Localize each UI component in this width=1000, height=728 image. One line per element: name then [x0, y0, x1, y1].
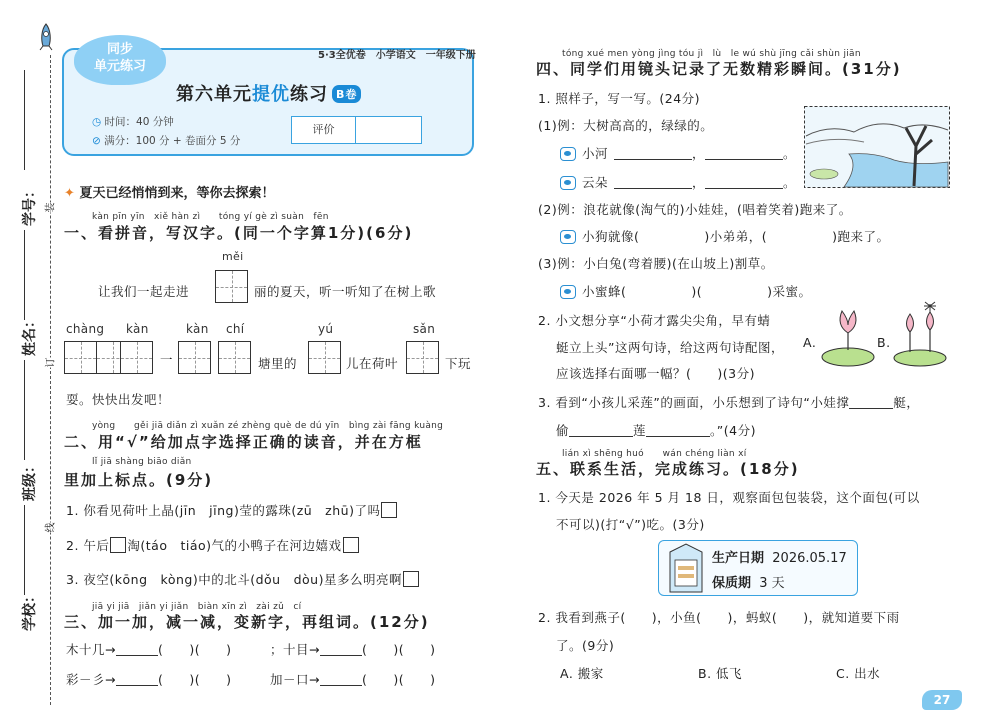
s2-q3	[66, 570, 420, 588]
answer-blank[interactable]	[849, 408, 893, 409]
field-line	[24, 230, 25, 320]
student-id-label: 学号：	[22, 184, 38, 226]
answer-blank[interactable]	[116, 685, 158, 686]
py-mei: měi	[222, 250, 244, 263]
series-label: 5·3全优卷 小学语文 一年级下册	[318, 50, 476, 61]
s2-heading1: 二、用“√”给加点字选择正确的读音，并在方框	[64, 433, 423, 451]
py-kan-1: kàn	[126, 322, 149, 336]
s4-ex3a-text: 小蜜蜂( )( )采蜜。	[582, 284, 812, 299]
s2-heading2: 里加上标点。(9分)	[64, 471, 214, 489]
s4-ex1b: 云朵 ， 。	[560, 173, 796, 191]
shelf-life-value: 3 天	[759, 576, 785, 591]
star-icon: ✦	[64, 186, 75, 201]
s4-q2-l3: 应该选择右面哪一幅？( )(3分)	[556, 366, 755, 381]
answer-blank[interactable]	[705, 188, 783, 189]
py-chang: chàng	[66, 322, 105, 336]
s4-q3-text-e: 。”(4分)	[710, 423, 756, 438]
s2-q3-text: 3. 夜空(kōng kòng)中的北斗(dǒu dòu)星多么明亮啊	[66, 572, 402, 587]
s4-ex1a: 小河 ， 。	[560, 144, 796, 162]
clock-icon: ◷	[92, 116, 102, 128]
s3-paren: ( )( )	[157, 642, 232, 657]
write-box-yu[interactable]	[308, 341, 341, 374]
s3-r2b-text: 加－口→	[270, 672, 320, 687]
punct-box-3[interactable]	[343, 537, 359, 553]
page-number: 27	[922, 690, 962, 710]
s3-r1a-text: 木十几→	[66, 642, 116, 657]
check-icon: ⊘	[92, 135, 101, 147]
s3-r1b-text: ；十目→	[270, 642, 320, 657]
answer-blank[interactable]	[705, 159, 783, 160]
cut-mark: 订	[42, 358, 57, 368]
lotus-picture-b[interactable]	[890, 300, 952, 370]
s4-ex3: (3)例：小白兔(弯着腰)(在山坡上)割草。	[538, 256, 774, 271]
s4-q3-line2	[556, 421, 756, 439]
s5-q1-l1: 1. 今天是 2026 年 5 月 18 日，观察面包包装袋，这个面包(可以	[538, 490, 920, 505]
title-prefix: 第六单元	[176, 84, 252, 105]
punct-box-1[interactable]	[381, 502, 397, 518]
s3-r2a-text: 彩－彡→	[66, 672, 116, 687]
write-box-chi[interactable]	[218, 341, 251, 374]
option-a[interactable]: A. 搬家	[560, 666, 604, 681]
s5-q1-l2: 不可以)(打“√”)吃。(3分)	[556, 517, 705, 532]
s1-line1b: 丽的夏天，听一听知了在树上歌	[254, 284, 437, 299]
s2-q1-text: 1. 你看见荷叶上晶(jīn jīng)莹的露珠(zū zhū)了吗	[66, 503, 381, 518]
answer-blank[interactable]	[614, 159, 692, 160]
s2-q2-text-a: 2. 午后	[66, 538, 110, 553]
time-text: 时间：40 分钟	[104, 116, 174, 128]
s4-pinyin: tóng xué men yòng jìng tóu jì lù le wú shù jīng cǎi shùn jiān	[562, 49, 861, 59]
option-a-label: A.	[803, 335, 817, 350]
s3-pinyin: jiā yi jiā jiǎn yi jiǎn biàn xīn zì zài zǔ cí	[92, 602, 302, 612]
s4-q3-text-b: 艇，	[893, 395, 920, 410]
time-info	[92, 114, 174, 129]
answer-blank[interactable]	[320, 655, 362, 656]
s4-ex2: (2)例：浪花就像(淘气的)小娃娃，(唱着笑着)跑来了。	[538, 202, 852, 217]
write-box-mei[interactable]	[215, 270, 248, 303]
title-tag: B卷	[332, 85, 361, 103]
unit-badge	[74, 35, 166, 85]
s4-q2-l2: 蜓立上头”这两句诗，给这两句诗配图，	[556, 340, 784, 355]
answer-blank[interactable]	[614, 188, 692, 189]
s4-ex2a	[560, 227, 890, 245]
answer-blank[interactable]	[569, 436, 633, 437]
evaluation-box	[291, 116, 422, 144]
s3-row1b	[270, 640, 436, 658]
s1-line2a: 塘里的	[258, 356, 298, 371]
s2-q1	[66, 501, 398, 519]
s4-ex2a-text: 小狗就像( )小弟弟，( )跑来了。	[582, 229, 890, 244]
lotus-picture-a[interactable]	[818, 305, 878, 370]
s4-ex1a-text: 小河	[582, 146, 609, 161]
s4-ex3a	[560, 282, 812, 300]
s3-row2b	[270, 670, 436, 688]
s1-line1a: 让我们一起走进	[98, 284, 190, 299]
s1-line2b: 儿在荷叶	[346, 356, 399, 371]
answer-blank[interactable]	[320, 685, 362, 686]
pencil-icon	[560, 147, 576, 161]
option-b[interactable]: B. 低飞	[698, 666, 743, 681]
s2-pinyin2: lǐ jiā shàng biāo diǎn	[92, 457, 192, 467]
s4-q3-text-a: 3. 看到“小孩儿采莲”的画面，小乐想到了诗句“小娃撑	[538, 395, 850, 410]
answer-blank[interactable]	[116, 655, 158, 656]
evaluation-field[interactable]	[356, 117, 421, 143]
py-yu: yú	[318, 322, 334, 336]
write-box-san[interactable]	[406, 341, 439, 374]
s5-heading: 五、联系生活，完成练习。(18分)	[536, 460, 800, 478]
s3-paren: ( )( )	[361, 642, 436, 657]
intro-line	[64, 182, 274, 201]
production-date-label: 生产日期	[712, 551, 765, 566]
s4-q3-text-d: 莲	[633, 423, 647, 438]
pencil-icon	[560, 230, 576, 244]
s1-pinyin: kàn pīn yīn xiě hàn zì tóng yí gè zì suàn fēn	[92, 212, 329, 222]
s5-pinyin: lián xì shēng huó wán chéng liàn xí	[562, 449, 747, 459]
s5-q2-l1: 2. 我看到燕子( )，小鱼( )，蚂蚁( )，就知道要下雨	[538, 610, 900, 625]
write-box-kan-2[interactable]	[178, 341, 211, 374]
write-box-kan-1[interactable]	[120, 341, 153, 374]
title-accent: 提优	[252, 84, 290, 105]
title-suffix: 练习	[290, 84, 328, 105]
shelf-life-label: 保质期	[712, 576, 752, 591]
py-kan-2: kàn	[186, 322, 209, 336]
name-label: 姓名：	[22, 314, 38, 356]
river-tree-illustration	[804, 106, 950, 188]
s2-q2-text-b: 淘(táo tiáo)气的小鸭子在河边嬉戏	[127, 538, 342, 553]
answer-blank[interactable]	[646, 436, 710, 437]
cut-mark: 线	[42, 523, 57, 533]
write-box-chang-1[interactable]	[64, 341, 97, 374]
s3-paren: ( )( )	[157, 672, 232, 687]
s3-row2a	[66, 670, 232, 688]
pencil-icon	[560, 285, 576, 299]
cut-line	[50, 55, 51, 705]
s4-q3-line1	[538, 393, 919, 411]
evaluation-label: 评价	[292, 117, 356, 143]
field-line	[24, 70, 25, 170]
intro-text: 夏天已经悄悄到来，等你去探索！	[79, 186, 275, 201]
sep-yi: 一	[160, 352, 174, 367]
option-c[interactable]: C. 出水	[836, 666, 881, 681]
s1-line2c: 下玩	[445, 356, 472, 371]
production-date-value: 2026.05.17	[772, 551, 847, 566]
class-label: 班级：	[22, 459, 38, 501]
badge-line1: 同步	[106, 42, 133, 57]
field-line	[24, 360, 25, 460]
option-b-label: B.	[877, 335, 891, 350]
s4-ex1: (1)例：大树高高的，绿绿的。	[538, 118, 714, 133]
shelf-life	[712, 572, 785, 591]
score-text: 满分：100 分 + 卷面分 5 分	[104, 135, 241, 147]
s2-pinyin1: yòng gěi jiā diǎn zì xuǎn zé zhèng què de dú yīn bìng zài fāng kuàng	[92, 421, 444, 431]
s3-row1a	[66, 640, 232, 658]
s3-heading: 三、加一加，减一减，变新字，再组词。(12分)	[64, 613, 430, 631]
s4-q3-text-c: 偷	[556, 423, 570, 438]
punct-box-2[interactable]	[110, 537, 126, 553]
py-chi: chí	[226, 322, 245, 336]
bread-bag-icon	[666, 540, 706, 596]
pencil-icon	[560, 176, 576, 190]
badge-line2: 单元练习	[93, 59, 146, 74]
rocket-icon	[36, 22, 56, 52]
punct-box-4[interactable]	[403, 571, 419, 587]
school-label: 学校：	[22, 589, 38, 631]
production-date	[712, 547, 847, 566]
s1-line3: 耍。快快出发吧！	[66, 392, 171, 407]
s4-q1: 1. 照样子，写一写。(24分)	[538, 91, 701, 106]
s4-q2-l1: 2. 小文想分享“小荷才露尖尖角，早有蜻	[538, 313, 771, 328]
binding-margin	[0, 0, 58, 728]
score-info	[92, 133, 240, 148]
s3-paren: ( )( )	[361, 672, 436, 687]
s5-q2-l2: 了。(9分)	[556, 638, 615, 653]
cut-mark: 装	[42, 203, 57, 213]
s2-q2	[66, 536, 360, 554]
py-san: sǎn	[413, 322, 436, 336]
field-line	[24, 505, 25, 595]
s1-heading: 一、看拼音，写汉字。(同一个字算1分)(6分)	[64, 224, 414, 242]
s4-ex1b-text: 云朵	[582, 175, 609, 190]
s4-heading: 四、同学们用镜头记录了无数精彩瞬间。(31分)	[536, 60, 902, 78]
page-title	[176, 80, 361, 106]
